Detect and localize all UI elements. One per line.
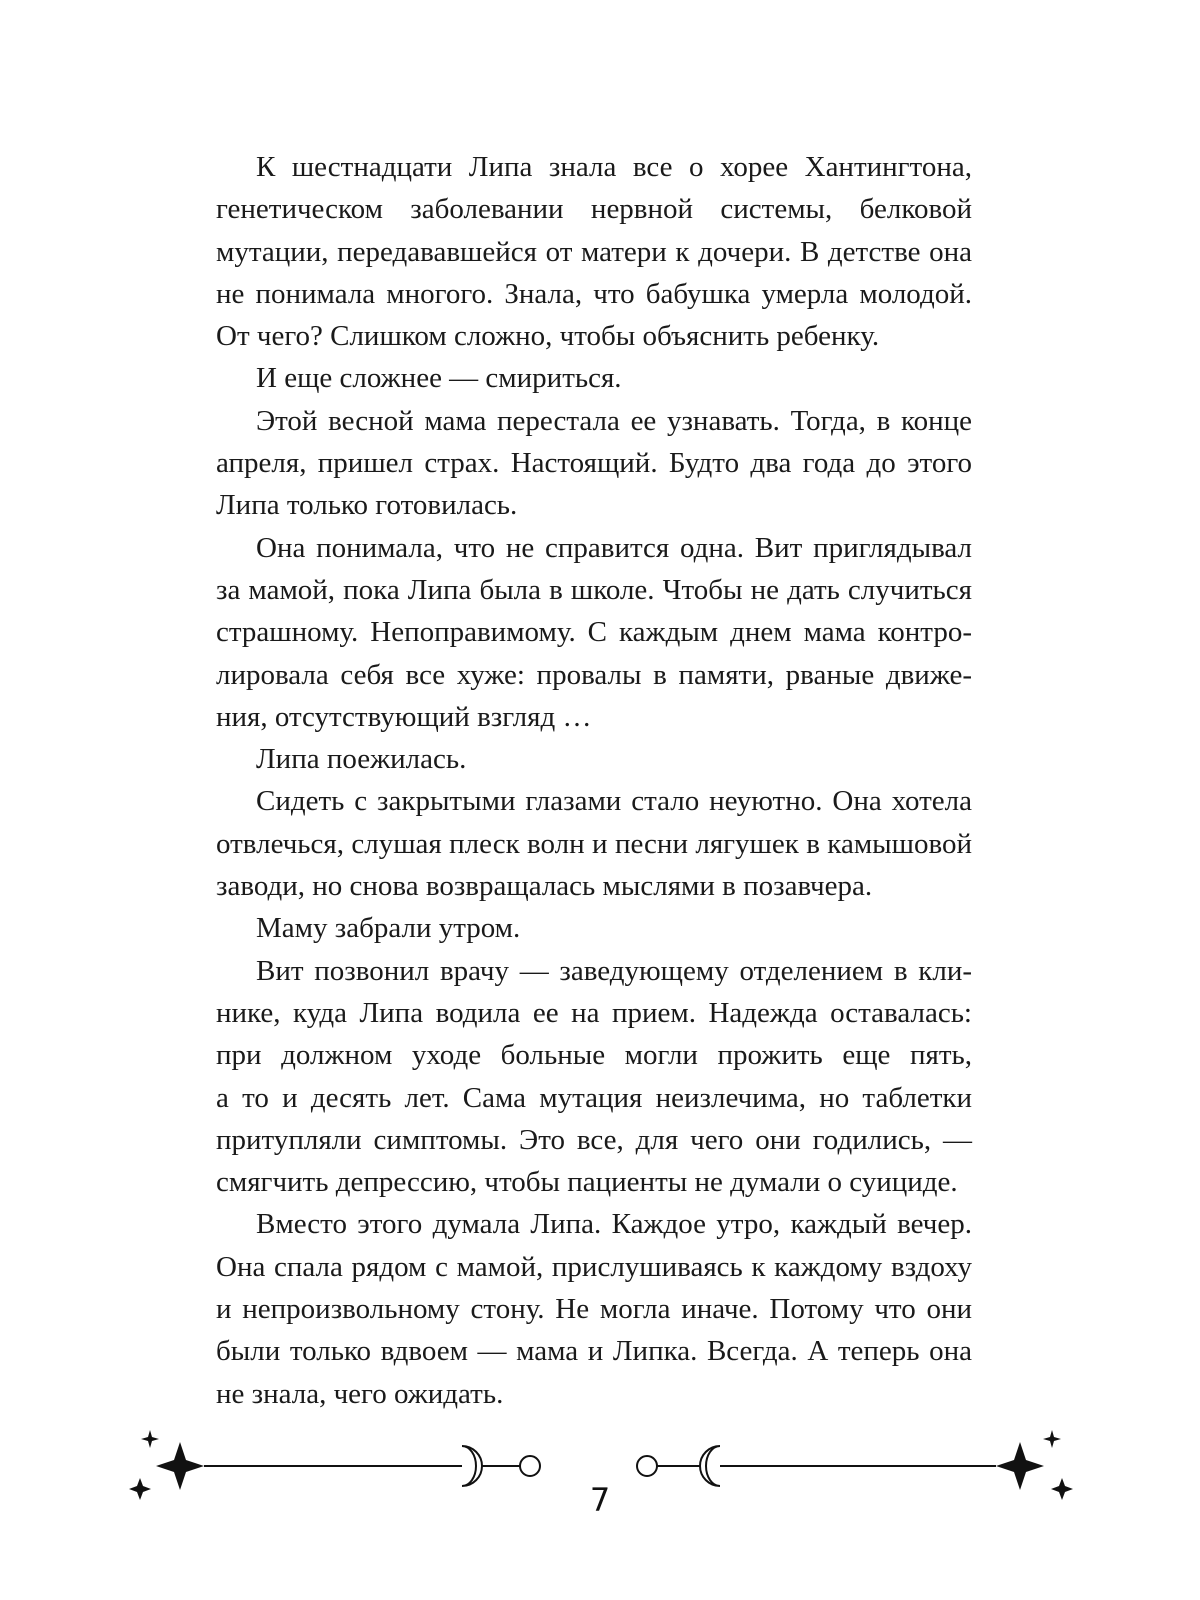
text-line: генетическом заболевании нервной системы, белковой bbox=[216, 193, 972, 226]
text-line: за мамой, пока Липа была в школе. Чтобы не дать случиться bbox=[216, 573, 972, 606]
sparkle-star-icon bbox=[1043, 1430, 1061, 1448]
text-line: Вит позвонил врачу — заведующему отделением в кли- bbox=[256, 954, 972, 987]
text-line: при должном уходе больные могли прожить еще пять, bbox=[216, 1039, 972, 1072]
text-line: не понимала многого. Знала, что бабушка умерла молодой. bbox=[216, 277, 972, 310]
text-line: были только вдвоем — мама и Липка. Всегда. А теперь она bbox=[216, 1335, 972, 1368]
text-line: нике, куда Липа водила ее на прием. Надежда оставалась: bbox=[216, 996, 972, 1029]
sparkle-star-icon bbox=[1051, 1478, 1073, 1500]
text-line: ния, отсутствующий взгляд … bbox=[216, 700, 592, 733]
circle-icon bbox=[637, 1456, 657, 1476]
text-line: Липа поежилась. bbox=[256, 743, 467, 776]
text-line: отвлечься, слушая плеск волн и песни лягушек в камышовой bbox=[216, 827, 972, 860]
text-line: притупляли симптомы. Это все, для чего они годились, — bbox=[216, 1123, 972, 1156]
crescent-moon-icon bbox=[700, 1446, 720, 1486]
text-line: заводи, но снова возвращалась мыслями в позавчера. bbox=[216, 870, 873, 903]
text-line: К шестнадцати Липа знала все о хорее Хантингтона, bbox=[256, 151, 972, 183]
page-number: 7 bbox=[589, 1481, 611, 1519]
text-line: апреля, пришел страх. Настоящий. Будто два года до этого bbox=[216, 447, 972, 480]
text-line: не знала, чего ожидать. bbox=[216, 1377, 504, 1410]
text-line: Она понимала, что не справится одна. Вит приглядывал bbox=[256, 531, 972, 564]
sparkle-star-icon bbox=[156, 1442, 204, 1490]
text-line: а то и десять лет. Сама мутация неизлечима, но таблетки bbox=[216, 1081, 972, 1114]
crescent-moon-icon bbox=[462, 1446, 482, 1486]
text-line: лировала себя все хуже: провалы в памяти, рваные движе- bbox=[216, 658, 972, 691]
text-line: страшному. Непоправимому. С каждым днем мама контро- bbox=[216, 616, 972, 649]
sparkle-star-icon bbox=[129, 1478, 151, 1500]
text-line: Этой весной мама перестала ее узнавать. Тогда, в конце bbox=[256, 404, 972, 437]
text-line: От чего? Слишком сложно, чтобы объяснить ребенку. bbox=[216, 320, 880, 353]
text-line: мутации, передававшейся от матери к дочери. В детстве она bbox=[216, 235, 972, 268]
sparkle-star-icon bbox=[996, 1442, 1044, 1490]
text-line: Липа только готовилась. bbox=[216, 489, 518, 522]
text-line: Она спала рядом с мамой, прислушиваясь к каждому вздоху bbox=[216, 1250, 972, 1283]
body-text bbox=[216, 146, 972, 1415]
text-line: и непроизвольному стону. Не могла иначе. Потому что они bbox=[216, 1293, 972, 1326]
text-line: Маму забрали утром. bbox=[256, 912, 521, 945]
text-line: И еще сложнее — смириться. bbox=[256, 362, 622, 395]
text-line: Вместо этого думала Липа. Каждое утро, каждый вечер. bbox=[256, 1208, 972, 1241]
text-line: смягчить депрессию, чтобы пациенты не думали о суициде. bbox=[216, 1166, 958, 1199]
circle-icon bbox=[520, 1456, 540, 1476]
text-line: Сидеть с закрытыми глазами стало неуютно. Она хотела bbox=[256, 785, 972, 818]
sparkle-star-icon bbox=[141, 1430, 159, 1448]
